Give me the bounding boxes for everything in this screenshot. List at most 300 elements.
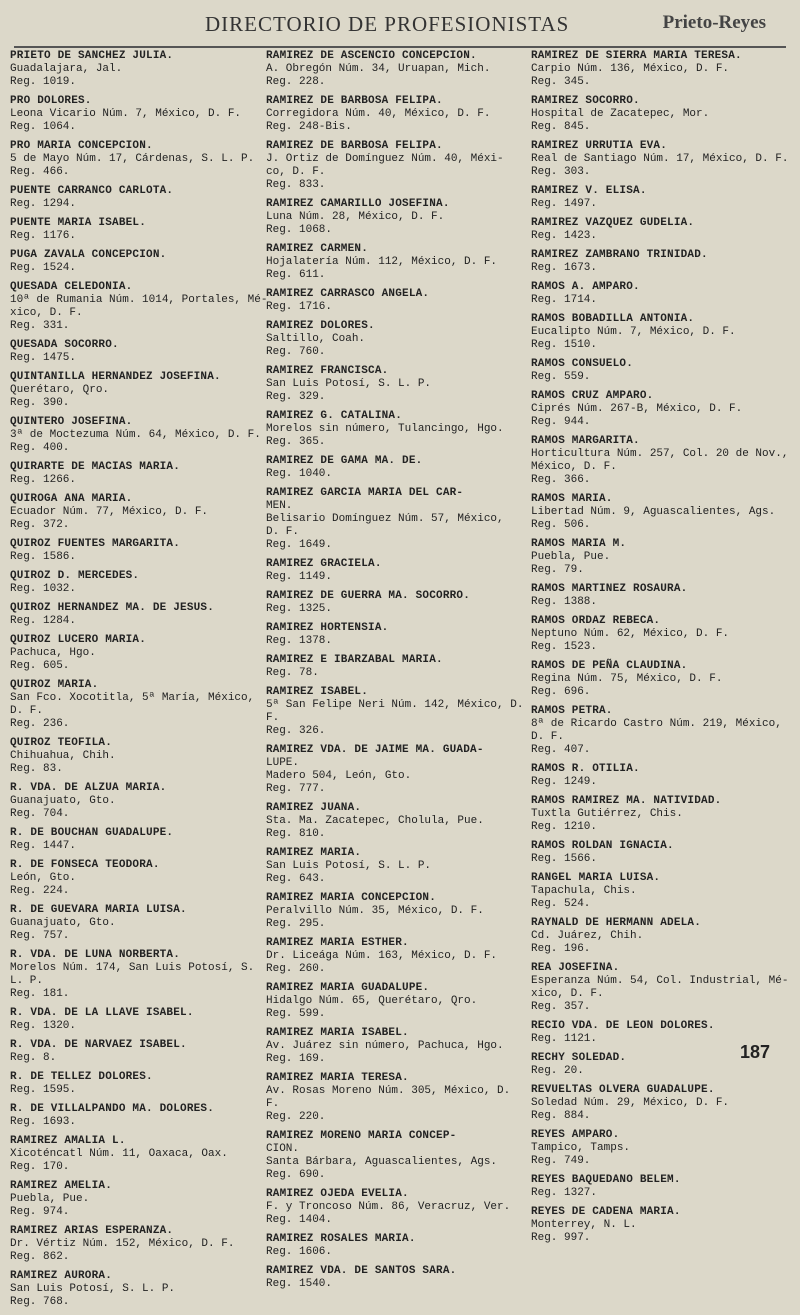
entry-detail: Morelos sin número, Tulancingo, Hgo. (266, 423, 504, 435)
directory-entry (531, 1174, 793, 1200)
entry-name: R. DE BOUCHAN GUADALUPE. (10, 827, 174, 839)
entry-detail: Tapachula, Chis. (531, 885, 637, 897)
entry-detail: San Luis Potosí, S. L. P. (266, 378, 432, 390)
directory-entry (10, 737, 270, 776)
entry-detail: Reg. 944. (531, 416, 591, 428)
entry-detail: Dr. Vértiz Núm. 152, México, D. F. (10, 1238, 235, 1250)
entry-detail: A. Obregón Núm. 34, Uruapan, Mich. (266, 63, 491, 75)
entry-name: RAMIREZ DOLORES. (266, 320, 375, 332)
entry-detail: Reg. 220. (266, 1111, 326, 1123)
entry-name: QUIROZ D. MERCEDES. (10, 570, 140, 582)
entry-detail: Reg. 1523. (531, 641, 598, 653)
entry-name: RAMIREZ URRUTIA EVA. (531, 140, 668, 152)
entry-detail: Neptuno Núm. 62, México, D. F. (531, 628, 730, 640)
entry-detail: Santa Bárbara, Aguascalientes, Ags. (266, 1156, 498, 1168)
entry-name: RAMOS CONSUELO. (531, 358, 634, 370)
directory-entry (10, 538, 270, 564)
entry-name: R. DE GUEVARA MARIA LUISA. (10, 904, 187, 916)
entry-name: RAMOS A. AMPARO. (531, 281, 640, 293)
entry-detail: Reg. 768. (10, 1296, 70, 1308)
entry-name: RAMIREZ AMALIA L. (10, 1135, 126, 1147)
directory-entry (266, 1233, 526, 1259)
entry-name: QUIROZ LUCERO MARIA. (10, 634, 147, 646)
directory-entry (10, 185, 270, 211)
directory-entry (266, 140, 526, 192)
directory-entry (531, 313, 793, 352)
entry-name: RAMIREZ VDA. DE JAIME MA. GUADA- (266, 744, 484, 756)
entry-detail: Reg. 810. (266, 828, 326, 840)
entry-name: RAMIREZ MARIA ESTHER. (266, 937, 409, 949)
entry-name: RAMIREZ OJEDA EVELIA. (266, 1188, 409, 1200)
entry-name: RAMIREZ MORENO MARIA CONCEP- (266, 1130, 457, 1142)
entry-detail: Reg. 757. (10, 930, 70, 942)
directory-entry (266, 1130, 526, 1182)
directory-entry (10, 416, 270, 455)
entry-name: PUENTE CARRANCO CARLOTA. (10, 185, 174, 197)
entry-name: RAMIREZ VDA. DE SANTOS SARA. (266, 1265, 457, 1277)
directory-entry (10, 859, 270, 898)
entry-detail: Monterrey, N. L. (531, 1219, 637, 1231)
entry-detail: Reg. 1404. (266, 1214, 333, 1226)
directory-entry (266, 1265, 526, 1291)
entry-detail: Carpio Núm. 136, México, D. F. (531, 63, 730, 75)
entry-detail: Reg. 20. (531, 1065, 584, 1077)
entry-detail: 5 de Mayo Núm. 17, Cárdenas, S. L. P. (10, 153, 255, 165)
entry-detail: Reg. 1606. (266, 1246, 333, 1258)
directory-entry (531, 962, 793, 1014)
directory-entry (531, 95, 793, 134)
directory-entry (266, 744, 526, 796)
entry-detail: Real de Santiago Núm. 17, México, D. F. (531, 153, 789, 165)
entry-name: RAMIREZ DE BARBOSA FELIPA. (266, 140, 443, 152)
entry-detail: Querétaro, Qro. (10, 384, 110, 396)
entry-detail: Reg. 331. (10, 320, 70, 332)
entry-name: RAMIREZ E IBARZABAL MARIA. (266, 654, 443, 666)
entry-name: R. DE TELLEZ DOLORES. (10, 1071, 153, 1083)
directory-entry (531, 185, 793, 211)
entry-detail: 10ª de Rumania Núm. 1014, Portales, Mé- (10, 294, 268, 306)
entry-detail: Reg. 1294. (10, 198, 77, 210)
entry-detail: Reg. 1540. (266, 1278, 333, 1290)
entry-name: RAMIREZ HORTENSIA. (266, 622, 389, 634)
entry-name: RAMIREZ AURORA. (10, 1270, 113, 1282)
entry-detail: Reg. 365. (266, 436, 326, 448)
directory-entry (531, 1206, 793, 1245)
entry-detail: Peralvillo Núm. 35, México, D. F. (266, 905, 484, 917)
directory-entry (10, 904, 270, 943)
entry-detail: Reg. 524. (531, 898, 591, 910)
entry-detail: Reg. 1032. (10, 583, 77, 595)
entry-name: RAMIREZ V. ELISA. (531, 185, 647, 197)
entry-detail: co, D. F. (266, 166, 326, 178)
directory-entry (266, 1027, 526, 1066)
entry-detail: Dr. Liceága Núm. 163, México, D. F. (266, 950, 498, 962)
entry-detail: Reg. 228. (266, 76, 326, 88)
entry-detail: LUPE. (266, 757, 300, 769)
entry-detail: Reg. 1716. (266, 301, 333, 313)
entry-name: RAMOS R. OTILIA. (531, 763, 640, 775)
entry-detail: Guanajuato, Gto. (10, 795, 116, 807)
directory-entry (266, 410, 526, 449)
entry-detail: Reg. 1327. (531, 1187, 598, 1199)
entry-detail: Reg. 83. (10, 763, 63, 775)
entry-detail: Reg. 749. (531, 1155, 591, 1167)
directory-entry (266, 198, 526, 237)
directory-entry (10, 217, 270, 243)
entry-detail: Reg. 326. (266, 725, 326, 737)
entry-detail: Reg. 611. (266, 269, 326, 281)
entry-detail: Reg. 974. (10, 1206, 70, 1218)
entry-detail: Reg. 466. (10, 166, 70, 178)
entry-detail: Reg. 1497. (531, 198, 598, 210)
entry-name: RAMOS PETRA. (531, 705, 613, 717)
directory-entry (531, 1084, 793, 1123)
entry-detail: Reg. 643. (266, 873, 326, 885)
entry-name: RAMOS ORDAZ REBECA. (531, 615, 661, 627)
directory-entry (531, 140, 793, 179)
entry-name: PUENTE MARIA ISABEL. (10, 217, 147, 229)
entry-detail: San Luis Potosí, S. L. P. (266, 860, 432, 872)
entry-detail: Reg. 1068. (266, 224, 333, 236)
entry-detail: Reg. 295. (266, 918, 326, 930)
entry-detail: Reg. 833. (266, 179, 326, 191)
directory-entry (266, 243, 526, 282)
entry-name: RAMIREZ ROSALES MARIA. (266, 1233, 416, 1245)
directory-entry (10, 1270, 270, 1309)
entry-detail: Reg. 181. (10, 988, 70, 1000)
entry-detail: Reg. 1378. (266, 635, 333, 647)
directory-entry (266, 558, 526, 584)
entry-detail: Reg. 169. (266, 1053, 326, 1065)
entry-detail: xico, D. F. (10, 307, 83, 319)
directory-entry (10, 461, 270, 487)
entry-detail: Reg. 345. (531, 76, 591, 88)
entry-name: RECIO VDA. DE LEON DOLORES. (531, 1020, 715, 1032)
entry-detail: Reg. 1284. (10, 615, 77, 627)
entry-detail: Ciprés Núm. 267-B, México, D. F. (531, 403, 743, 415)
entry-name: RAMIREZ JUANA. (266, 802, 362, 814)
entry-name: RAMIREZ SOCORRO. (531, 95, 640, 107)
entry-detail: Saltillo, Coah. (266, 333, 366, 345)
directory-entry (10, 634, 270, 673)
entry-name: R. VDA. DE LUNA NORBERTA. (10, 949, 181, 961)
directory-entry (266, 487, 526, 552)
entry-name: R. DE FONSECA TEODORA. (10, 859, 160, 871)
directory-entry (266, 320, 526, 359)
entry-name: RAMOS DE PEÑA CLAUDINA. (531, 660, 688, 672)
entry-detail: Reg. 1249. (531, 776, 598, 788)
entry-detail: Hidalgo Núm. 65, Querétaro, Qro. (266, 995, 478, 1007)
directory-entry (531, 840, 793, 866)
directory-entry (266, 802, 526, 841)
entry-detail: Reg. 79. (531, 564, 584, 576)
entry-detail: Reg. 1475. (10, 352, 77, 364)
entry-detail: Reg. 170. (10, 1161, 70, 1173)
entry-name: RANGEL MARIA LUISA. (531, 872, 661, 884)
entry-detail: Madero 504, León, Gto. (266, 770, 412, 782)
entry-detail: Reg. 329. (266, 391, 326, 403)
entry-detail: Reg. 357. (531, 1001, 591, 1013)
entry-name: RAMOS MARGARITA. (531, 435, 640, 447)
entry-detail: Reg. 236. (10, 718, 70, 730)
directory-entry (531, 615, 793, 654)
entry-name: RAYNALD DE HERMANN ADELA. (531, 917, 702, 929)
entry-detail: Eucalipto Núm. 7, México, D. F. (531, 326, 736, 338)
entry-name: RAMIREZ DE SIERRA MARIA TERESA. (531, 50, 742, 62)
entry-detail: Reg. 1040. (266, 468, 333, 480)
entry-name: REVUELTAS OLVERA GUADALUPE. (531, 1084, 715, 1096)
entry-name: RAMIREZ GRACIELA. (266, 558, 382, 570)
header-title: DIRECTORIO DE PROFESIONISTAS (205, 12, 570, 36)
entry-detail: Reg. 260. (266, 963, 326, 975)
directory-entry (266, 455, 526, 481)
entry-detail: Xicoténcatl Núm. 11, Oaxaca, Oax. (10, 1148, 228, 1160)
entry-name: RAMOS MARIA M. (531, 538, 627, 550)
entry-detail: Chihuahua, Chih. (10, 750, 116, 762)
entry-detail: Reg. 1566. (531, 853, 598, 865)
entry-name: R. VDA. DE ALZUA MARIA. (10, 782, 167, 794)
entry-detail: 8ª de Ricardo Castro Núm. 219, México, (531, 718, 782, 730)
directory-entry (10, 1039, 270, 1065)
entry-name: RAMOS MARIA. (531, 493, 613, 505)
column-1 (10, 50, 270, 1315)
header-rule (14, 46, 786, 48)
directory-entry (531, 435, 793, 487)
entry-detail: Reg. 760. (266, 346, 326, 358)
entry-name: RAMIREZ MARIA TERESA. (266, 1072, 409, 1084)
entry-name: PUGA ZAVALA CONCEPCION. (10, 249, 167, 261)
entry-detail: San Luis Potosí, S. L. P. (10, 1283, 176, 1295)
entry-detail: J. Ortiz de Domínguez Núm. 40, Méxi- (266, 153, 504, 165)
entry-name: RAMIREZ CARMEN. (266, 243, 369, 255)
entry-name: RAMIREZ MARIA GUADALUPE. (266, 982, 430, 994)
entry-name: QUIROZ HERNANDEZ MA. DE JESUS. (10, 602, 215, 614)
entry-detail: Reg. 1121. (531, 1033, 598, 1045)
directory-entry (531, 1129, 793, 1168)
entry-detail: Reg. 303. (531, 166, 591, 178)
entry-detail: Reg. 196. (531, 943, 591, 955)
entry-detail: Reg. 1388. (531, 596, 598, 608)
entry-detail: Av. Rosas Moreno Núm. 305, México, D. F. (266, 1085, 517, 1110)
directory-entry (266, 365, 526, 404)
entry-detail: Soledad Núm. 29, México, D. F. (531, 1097, 730, 1109)
directory-entry (266, 654, 526, 680)
entry-detail: Reg. 777. (266, 783, 326, 795)
entry-detail: Tuxtla Gutiérrez, Chis. (531, 808, 683, 820)
entry-detail: Reg. 1586. (10, 551, 77, 563)
directory-entry (10, 782, 270, 821)
entry-detail: Esperanza Núm. 54, Col. Industrial, Mé- (531, 975, 789, 987)
directory-entry (266, 288, 526, 314)
entry-detail: Reg. 1210. (531, 821, 598, 833)
directory-entry (266, 95, 526, 134)
directory-entry (266, 1188, 526, 1227)
entry-detail: Reg. 78. (266, 667, 319, 679)
entry-detail: Reg. 704. (10, 808, 70, 820)
entry-name: QUESADA CELEDONIA. (10, 281, 133, 293)
page-number: 187 (739, 1042, 770, 1062)
entry-detail: MEN. (266, 500, 293, 512)
entry-detail: Libertad Núm. 9, Aguascalientes, Ags. (531, 506, 776, 518)
entry-name: QUIROZ TEOFILA. (10, 737, 113, 749)
entry-detail: Regina Núm. 75, México, D. F. (531, 673, 723, 685)
entry-detail: Reg. 845. (531, 121, 591, 133)
directory-entry (531, 358, 793, 384)
entry-detail: xico, D. F. (531, 988, 604, 1000)
entry-detail: Hospital de Zacatepec, Mor. (531, 108, 710, 120)
entry-name: RAMOS MARTINEZ ROSAURA. (531, 583, 688, 595)
directory-entry (531, 217, 793, 243)
directory-entry (10, 95, 270, 134)
entry-detail: Reg. 696. (531, 686, 591, 698)
entry-detail: Leona Vicario Núm. 7, México, D. F. (10, 108, 242, 120)
entry-detail: Pachuca, Hgo. (10, 647, 96, 659)
entry-name: QUIROZ MARIA. (10, 679, 99, 691)
directory-entry (266, 892, 526, 931)
entry-name: RAMIREZ DE GAMA MA. DE. (266, 455, 423, 467)
directory-entry (10, 949, 270, 1001)
directory-entry (10, 1103, 270, 1129)
entry-detail: Reg. 400. (10, 442, 70, 454)
entry-detail: D. F. (266, 526, 300, 538)
entry-detail: Reg. 1649. (266, 539, 333, 551)
directory-entry (10, 1071, 270, 1097)
entry-detail: Puebla, Pue. (531, 551, 611, 563)
entry-detail: Reg. 1176. (10, 230, 77, 242)
directory-entry (266, 982, 526, 1021)
entry-detail: Reg. 1595. (10, 1084, 77, 1096)
directory-entry (531, 493, 793, 532)
entry-detail: Reg. 1149. (266, 571, 333, 583)
entry-detail: Reg. 1673. (531, 262, 598, 274)
column-2 (266, 50, 531, 1297)
directory-entry (266, 622, 526, 648)
entry-detail: Guadalajara, Jal. (10, 63, 123, 75)
directory-entry (531, 281, 793, 307)
entry-name: RECHY SOLEDAD. (531, 1052, 627, 1064)
entry-detail: Reg. 1325. (266, 603, 333, 615)
entry-detail: Belisario Domínguez Núm. 57, México, (266, 513, 504, 525)
entry-detail: F. y Troncoso Núm. 86, Veracruz, Ver. (266, 1201, 511, 1213)
entry-detail: Reg. 1447. (10, 840, 77, 852)
directory-entry (10, 249, 270, 275)
entry-name: PRO MARIA CONCEPCION. (10, 140, 153, 152)
entry-name: RAMOS RAMIREZ MA. NATIVIDAD. (531, 795, 722, 807)
entry-name: R. VDA. DE NARVAEZ ISABEL. (10, 1039, 187, 1051)
directory-entry (10, 339, 270, 365)
directory-entry (10, 679, 270, 731)
entry-name: RAMIREZ DE BARBOSA FELIPA. (266, 95, 443, 107)
entry-detail: Guanajuato, Gto. (10, 917, 116, 929)
entry-name: PRO DOLORES. (10, 95, 92, 107)
entry-detail: 3ª de Moctezuma Núm. 64, México, D. F. (10, 429, 261, 441)
entry-detail: Cd. Juárez, Chih. (531, 930, 644, 942)
entry-name: RAMIREZ AMELIA. (10, 1180, 113, 1192)
entry-detail: Reg. 248-Bis. (266, 121, 352, 133)
entry-name: RAMIREZ CAMARILLO JOSEFINA. (266, 198, 450, 210)
entry-detail: Luna Núm. 28, México, D. F. (266, 211, 445, 223)
directory-entry (10, 281, 270, 333)
entry-detail: D. F. (531, 731, 565, 743)
entry-name: REYES BAQUEDANO BELEM. (531, 1174, 681, 1186)
entry-detail: Sta. Ma. Zacatepec, Cholula, Pue. (266, 815, 484, 827)
entry-detail: Reg. 559. (531, 371, 591, 383)
entry-name: PRIETO DE SANCHEZ JULIA. (10, 50, 174, 62)
entry-detail: Puebla, Pue. (10, 1193, 90, 1205)
directory-entry (10, 1007, 270, 1033)
entry-detail: México, D. F. (531, 461, 617, 473)
directory-entry (10, 570, 270, 596)
entry-name: RAMIREZ VAZQUEZ GUDELIA. (531, 217, 695, 229)
entry-detail: Horticultura Núm. 257, Col. 20 de Nov., (531, 448, 789, 460)
directory-entry (10, 1135, 270, 1174)
entry-detail: Reg. 372. (10, 519, 70, 531)
entry-detail: Reg. 1510. (531, 339, 598, 351)
directory-entry (10, 140, 270, 179)
entry-name: REA JOSEFINA. (531, 962, 620, 974)
directory-entry (531, 795, 793, 834)
entry-detail: Reg. 8. (10, 1052, 57, 1064)
entry-detail: Reg. 1693. (10, 1116, 77, 1128)
entry-name: QUIROZ FUENTES MARGARITA. (10, 538, 181, 550)
directory-entry (531, 583, 793, 609)
entry-name: RAMIREZ MARIA ISABEL. (266, 1027, 409, 1039)
directory-entry (10, 1180, 270, 1219)
directory-entry (531, 390, 793, 429)
entry-name: R. VDA. DE LA LLAVE ISABEL. (10, 1007, 194, 1019)
directory-entry (266, 937, 526, 976)
entry-detail: Reg. 997. (531, 1232, 591, 1244)
entry-name: RAMIREZ FRANCISCA. (266, 365, 389, 377)
column-3 (531, 50, 793, 1251)
entry-name: RAMIREZ MARIA. (266, 847, 362, 859)
entry-detail: Morelos Núm. 174, San Luis Potosí, S. L. P. (10, 962, 261, 987)
entry-name: REYES DE CADENA MARIA. (531, 1206, 681, 1218)
entry-name: REYES AMPARO. (531, 1129, 620, 1141)
entry-detail: Reg. 224. (10, 885, 70, 897)
directory-entry (531, 660, 793, 699)
entry-detail: Reg. 1524. (10, 262, 77, 274)
entry-detail: Ecuador Núm. 77, México, D. F. (10, 506, 209, 518)
entry-name: RAMIREZ G. CATALINA. (266, 410, 403, 422)
entry-name: RAMOS BOBADILLA ANTONIA. (531, 313, 695, 325)
directory-entry (266, 590, 526, 616)
directory-entry (266, 847, 526, 886)
entry-detail: Reg. 599. (266, 1008, 326, 1020)
directory-entry (531, 705, 793, 757)
entry-name: RAMIREZ GARCIA MARIA DEL CAR- (266, 487, 464, 499)
directory-entry (531, 872, 793, 911)
entry-detail: Reg. 1064. (10, 121, 77, 133)
entry-detail: Reg. 1266. (10, 474, 77, 486)
entry-detail: Reg. 1714. (531, 294, 598, 306)
directory-entry (10, 1225, 270, 1264)
directory-entry (266, 1072, 526, 1124)
entry-detail: Reg. 605. (10, 660, 70, 672)
entry-name: RAMIREZ ZAMBRANO TRINIDAD. (531, 249, 708, 261)
entry-name: R. DE VILLALPANDO MA. DOLORES. (10, 1103, 215, 1115)
directory-entry (266, 50, 526, 89)
entry-detail: Reg. 366. (531, 474, 591, 486)
entry-detail: Reg. 390. (10, 397, 70, 409)
directory-entry (10, 493, 270, 532)
entry-name: QUIROGA ANA MARIA. (10, 493, 133, 505)
entry-name: RAMOS CRUZ AMPARO. (531, 390, 654, 402)
entry-detail: Reg. 690. (266, 1169, 326, 1181)
directory-entry (531, 763, 793, 789)
directory-entry (10, 602, 270, 628)
directory-entry (531, 249, 793, 275)
